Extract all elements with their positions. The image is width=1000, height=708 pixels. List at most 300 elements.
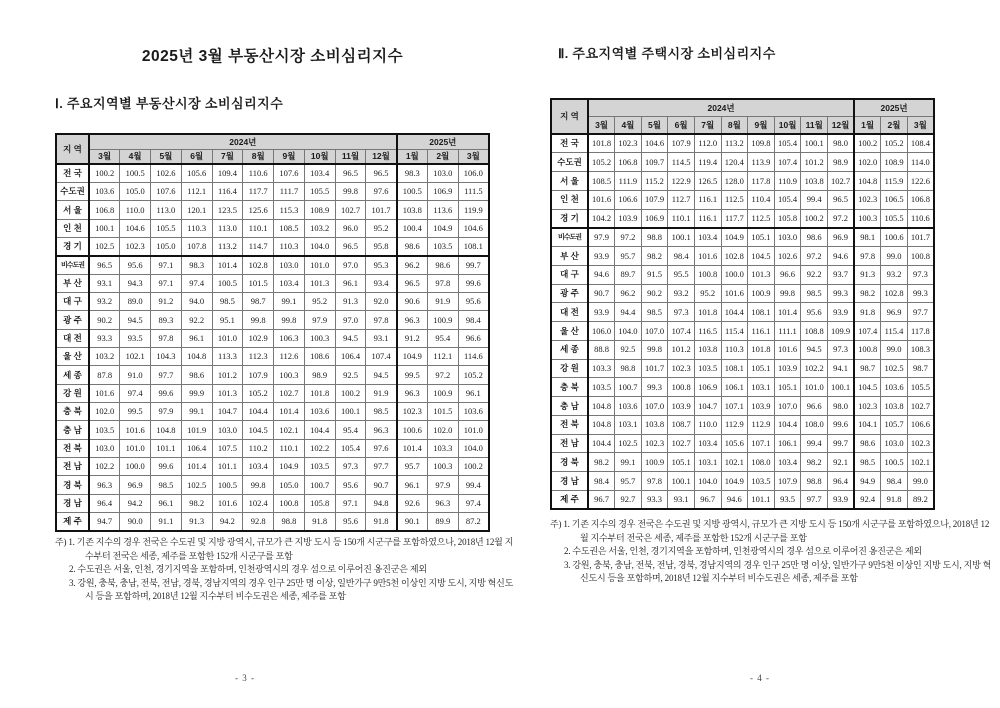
- value-cell: 113.6: [427, 201, 458, 219]
- value-cell: 90.6: [397, 292, 428, 310]
- value-cell: 108.5: [274, 219, 305, 237]
- value-cell: 92.4: [854, 490, 881, 509]
- value-cell: 109.7: [641, 153, 668, 172]
- value-cell: 122.9: [668, 172, 695, 191]
- table-row: [56, 513, 489, 531]
- value-cell: 90.7: [588, 284, 615, 303]
- value-cell: 104.0: [304, 237, 335, 255]
- value-cell: 107.1: [748, 434, 775, 453]
- value-cell: 104.6: [120, 219, 151, 237]
- table-row: [56, 458, 489, 476]
- value-cell: 103.4: [774, 453, 801, 472]
- value-cell: 101.6: [588, 190, 615, 209]
- value-cell: 101.6: [694, 247, 721, 266]
- value-cell: 96.1: [458, 384, 489, 402]
- value-cell: 102.7: [827, 172, 854, 191]
- value-cell: 104.8: [181, 347, 212, 365]
- value-cell: 98.8: [801, 472, 828, 491]
- year-2024-header: 2024년: [89, 134, 397, 149]
- region-label: 경 남: [551, 472, 588, 491]
- value-cell: 106.3: [274, 329, 305, 347]
- value-cell: 100.1: [668, 472, 695, 491]
- header-row: [551, 99, 934, 117]
- month-header: 12월: [366, 149, 397, 164]
- value-cell: 101.4: [181, 458, 212, 476]
- table-row: [551, 359, 934, 378]
- value-cell: 102.5: [881, 359, 908, 378]
- value-cell: 87.2: [458, 513, 489, 531]
- value-cell: 93.1: [366, 329, 397, 347]
- value-cell: 104.9: [721, 472, 748, 491]
- table-row: [56, 219, 489, 237]
- value-cell: 102.1: [120, 347, 151, 365]
- value-cell: 105.6: [181, 164, 212, 182]
- month-header: 4월: [120, 149, 151, 164]
- value-cell: 99.0: [907, 472, 934, 491]
- real-estate-sentiment-table: [55, 133, 490, 532]
- region-label: 충 남: [551, 397, 588, 416]
- value-cell: 110.3: [721, 340, 748, 359]
- table-body: [56, 164, 489, 531]
- table-row: [56, 201, 489, 219]
- value-cell: 107.4: [774, 153, 801, 172]
- value-cell: 93.5: [120, 329, 151, 347]
- footnote-line: 2. 수도권은 서울, 인천, 경기지역을 포함하며, 인천광역시의 경우 섬으로 이루어진 옹진군은 제외: [69, 564, 427, 574]
- value-cell: 101.0: [304, 256, 335, 274]
- month-header: 7월: [694, 117, 721, 135]
- value-cell: 105.2: [458, 366, 489, 384]
- value-cell: 98.3: [397, 164, 428, 182]
- month-header: 5월: [151, 149, 182, 164]
- value-cell: 103.3: [588, 359, 615, 378]
- value-cell: 98.4: [458, 311, 489, 329]
- value-cell: 100.1: [668, 228, 695, 247]
- value-cell: 112.5: [721, 190, 748, 209]
- table-row: [551, 340, 934, 359]
- value-cell: 98.5: [854, 453, 881, 472]
- value-cell: 102.7: [274, 384, 305, 402]
- table-row: [551, 472, 934, 491]
- value-cell: 93.7: [827, 265, 854, 284]
- region-label: 경 북: [551, 453, 588, 472]
- footnote-left: [55, 536, 515, 604]
- footnote-line: 2. 수도권은 서울, 인천, 경기지역을 포함하며, 인천광역시의 경우 섬으로 이루어진 옹진군은 제외: [564, 546, 922, 556]
- value-cell: 102.3: [641, 434, 668, 453]
- table-row: [56, 439, 489, 457]
- region-label: 대 구: [551, 265, 588, 284]
- value-cell: 94.5: [366, 366, 397, 384]
- value-cell: 94.6: [827, 247, 854, 266]
- value-cell: 89.2: [907, 490, 934, 509]
- value-cell: 101.6: [774, 340, 801, 359]
- region-label: 울 산: [56, 347, 89, 365]
- value-cell: 98.4: [881, 472, 908, 491]
- footnote-line: 주) 1. 기존 지수의 경우 전국은 수도권 및 지방 광역시, 규모가 큰 지방 도시 등 150개 시군구를 포함하였으나, 2018년 12월 지수부터 전국은 세종, 제주를 포함한 152개 시군구를 포함: [55, 537, 514, 561]
- value-cell: 107.9: [641, 190, 668, 209]
- value-cell: 101.4: [774, 303, 801, 322]
- value-cell: 101.8: [588, 134, 615, 153]
- region-label: 제 주: [56, 513, 89, 531]
- value-cell: 100.5: [120, 164, 151, 182]
- table-row: [551, 284, 934, 303]
- table-row: [56, 347, 489, 365]
- month-header: 7월: [212, 149, 243, 164]
- value-cell: 98.4: [588, 472, 615, 491]
- value-cell: 91.8: [854, 303, 881, 322]
- value-cell: 102.3: [615, 134, 642, 153]
- value-cell: 98.5: [366, 402, 397, 420]
- value-cell: 103.4: [243, 458, 274, 476]
- value-cell: 96.9: [881, 303, 908, 322]
- value-cell: 103.1: [694, 453, 721, 472]
- value-cell: 100.8: [907, 247, 934, 266]
- value-cell: 96.3: [397, 311, 428, 329]
- month-header: 2월: [881, 117, 908, 135]
- value-cell: 102.0: [854, 153, 881, 172]
- table-row: [56, 402, 489, 420]
- value-cell: 101.6: [721, 284, 748, 303]
- value-cell: 93.9: [588, 303, 615, 322]
- value-cell: 98.2: [641, 247, 668, 266]
- value-cell: 92.0: [366, 292, 397, 310]
- value-cell: 104.9: [721, 228, 748, 247]
- value-cell: 106.9: [694, 378, 721, 397]
- value-cell: 103.5: [89, 421, 120, 439]
- value-cell: 96.5: [335, 164, 366, 182]
- value-cell: 109.9: [827, 322, 854, 341]
- table-row: [56, 384, 489, 402]
- value-cell: 96.5: [335, 237, 366, 255]
- value-cell: 104.4: [304, 421, 335, 439]
- value-cell: 91.3: [854, 265, 881, 284]
- month-header: 6월: [668, 117, 695, 135]
- value-cell: 106.9: [427, 182, 458, 200]
- value-cell: 95.2: [304, 292, 335, 310]
- table-row: [56, 421, 489, 439]
- value-cell: 96.5: [397, 274, 428, 292]
- value-cell: 116.4: [212, 182, 243, 200]
- value-cell: 99.4: [801, 190, 828, 209]
- value-cell: 91.2: [151, 292, 182, 310]
- value-cell: 98.7: [243, 292, 274, 310]
- month-header: 8월: [243, 149, 274, 164]
- value-cell: 101.1: [748, 490, 775, 509]
- value-cell: 105.2: [243, 384, 274, 402]
- value-cell: 92.6: [397, 494, 428, 512]
- value-cell: 123.5: [212, 201, 243, 219]
- value-cell: 100.9: [427, 311, 458, 329]
- value-cell: 105.0: [151, 237, 182, 255]
- value-cell: 100.7: [304, 476, 335, 494]
- table-row: [551, 378, 934, 397]
- value-cell: 98.0: [827, 397, 854, 416]
- value-cell: 99.3: [641, 378, 668, 397]
- value-cell: 95.7: [397, 458, 428, 476]
- value-cell: 110.9: [774, 172, 801, 191]
- value-cell: 98.2: [854, 284, 881, 303]
- value-cell: 100.2: [335, 384, 366, 402]
- value-cell: 102.3: [397, 402, 428, 420]
- value-cell: 99.6: [151, 384, 182, 402]
- value-cell: 110.0: [694, 415, 721, 434]
- value-cell: 110.1: [274, 439, 305, 457]
- value-cell: 102.7: [907, 397, 934, 416]
- region-label: 경 기: [56, 237, 89, 255]
- value-cell: 97.2: [427, 366, 458, 384]
- value-cell: 105.4: [335, 439, 366, 457]
- value-cell: 104.9: [397, 347, 428, 365]
- table-row: [56, 494, 489, 512]
- value-cell: 111.9: [615, 172, 642, 191]
- value-cell: 104.4: [243, 402, 274, 420]
- value-cell: 91.9: [366, 384, 397, 402]
- value-cell: 100.2: [801, 209, 828, 228]
- value-cell: 103.6: [615, 397, 642, 416]
- value-cell: 97.6: [366, 439, 397, 457]
- month-header: 10월: [774, 117, 801, 135]
- year-2025-header: 2025년: [854, 99, 934, 117]
- region-label: 제 주: [551, 490, 588, 509]
- value-cell: 101.6: [89, 384, 120, 402]
- value-cell: 114.5: [668, 153, 695, 172]
- value-cell: 96.4: [827, 472, 854, 491]
- value-cell: 106.4: [181, 439, 212, 457]
- value-cell: 98.9: [304, 366, 335, 384]
- value-cell: 99.1: [181, 402, 212, 420]
- value-cell: 96.7: [694, 490, 721, 509]
- table-row: [551, 247, 934, 266]
- value-cell: 91.1: [151, 513, 182, 531]
- value-cell: 101.0: [458, 421, 489, 439]
- table-header: [551, 99, 934, 134]
- value-cell: 106.0: [588, 322, 615, 341]
- value-cell: 96.6: [774, 265, 801, 284]
- value-cell: 107.4: [668, 322, 695, 341]
- value-cell: 96.3: [397, 384, 428, 402]
- value-cell: 114.7: [243, 237, 274, 255]
- value-cell: 97.8: [854, 247, 881, 266]
- value-cell: 96.3: [427, 494, 458, 512]
- table-row: [551, 172, 934, 191]
- value-cell: 98.2: [801, 453, 828, 472]
- value-cell: 87.8: [89, 366, 120, 384]
- value-cell: 106.5: [881, 190, 908, 209]
- value-cell: 103.6: [304, 402, 335, 420]
- value-cell: 108.6: [304, 347, 335, 365]
- region-label: 서 울: [56, 201, 89, 219]
- value-cell: 105.5: [151, 219, 182, 237]
- value-cell: 103.2: [89, 347, 120, 365]
- value-cell: 102.3: [854, 397, 881, 416]
- value-cell: 101.3: [304, 274, 335, 292]
- footnote-line: 주) 1. 기존 지수의 경우 전국은 수도권 및 지방 광역시, 규모가 큰 지방 도시 등 150개 시군구를 포함하였으나, 2018년 12월 지수부터 전국은 세종, 제주를 포함한 152개 시군구를 포함: [550, 519, 990, 543]
- value-cell: 115.3: [274, 201, 305, 219]
- value-cell: 103.5: [427, 237, 458, 255]
- value-cell: 92.8: [243, 513, 274, 531]
- table-header: [56, 134, 489, 164]
- region-label: 부 산: [551, 247, 588, 266]
- value-cell: 107.9: [668, 134, 695, 153]
- value-cell: 102.4: [243, 494, 274, 512]
- value-cell: 97.9: [304, 311, 335, 329]
- value-cell: 99.8: [243, 476, 274, 494]
- header-row: [56, 134, 489, 149]
- value-cell: 104.3: [151, 347, 182, 365]
- value-cell: 98.2: [588, 453, 615, 472]
- value-cell: 101.7: [907, 228, 934, 247]
- value-cell: 95.6: [335, 513, 366, 531]
- value-cell: 103.5: [748, 472, 775, 491]
- value-cell: 112.9: [721, 415, 748, 434]
- value-cell: 110.1: [668, 209, 695, 228]
- value-cell: 93.1: [668, 490, 695, 509]
- value-cell: 103.8: [801, 172, 828, 191]
- value-cell: 96.1: [151, 494, 182, 512]
- value-cell: 104.5: [854, 378, 881, 397]
- value-cell: 97.2: [615, 228, 642, 247]
- value-cell: 98.6: [181, 366, 212, 384]
- value-cell: 106.4: [335, 347, 366, 365]
- value-cell: 99.6: [827, 415, 854, 434]
- region-label: 인 천: [56, 219, 89, 237]
- value-cell: 103.8: [397, 201, 428, 219]
- value-cell: 107.5: [212, 439, 243, 457]
- value-cell: 92.2: [181, 311, 212, 329]
- value-cell: 97.2: [827, 209, 854, 228]
- value-cell: 95.4: [427, 329, 458, 347]
- value-cell: 100.1: [335, 402, 366, 420]
- section-title-left: Ⅰ. 주요지역별 부동산시장 소비심리지수: [55, 96, 284, 111]
- value-cell: 107.6: [274, 164, 305, 182]
- value-cell: 96.2: [615, 284, 642, 303]
- value-cell: 103.6: [881, 378, 908, 397]
- value-cell: 97.7: [801, 490, 828, 509]
- value-cell: 108.1: [721, 359, 748, 378]
- value-cell: 110.3: [181, 219, 212, 237]
- region-label: 강 원: [56, 384, 89, 402]
- value-cell: 98.1: [854, 228, 881, 247]
- region-label: 부 산: [56, 274, 89, 292]
- table-row: [551, 228, 934, 247]
- region-label: 대 구: [56, 292, 89, 310]
- table-row: [551, 153, 934, 172]
- value-cell: 94.5: [120, 311, 151, 329]
- value-cell: 96.4: [89, 494, 120, 512]
- value-cell: 104.0: [615, 322, 642, 341]
- value-cell: 88.8: [588, 340, 615, 359]
- value-cell: 102.7: [335, 201, 366, 219]
- value-cell: 97.8: [641, 472, 668, 491]
- value-cell: 113.9: [748, 153, 775, 172]
- value-cell: 110.1: [243, 219, 274, 237]
- value-cell: 97.3: [827, 340, 854, 359]
- value-cell: 105.8: [774, 209, 801, 228]
- table-row: [551, 453, 934, 472]
- value-cell: 103.0: [881, 434, 908, 453]
- value-cell: 96.3: [89, 476, 120, 494]
- value-cell: 103.4: [694, 434, 721, 453]
- table-row: [56, 366, 489, 384]
- value-cell: 107.4: [854, 322, 881, 341]
- value-cell: 98.6: [801, 228, 828, 247]
- value-cell: 111.5: [458, 182, 489, 200]
- value-cell: 119.9: [458, 201, 489, 219]
- value-cell: 102.5: [181, 476, 212, 494]
- table-row: [551, 303, 934, 322]
- value-cell: 103.9: [668, 397, 695, 416]
- table-row: [551, 134, 934, 153]
- table-row: [551, 322, 934, 341]
- value-cell: 102.6: [774, 247, 801, 266]
- value-cell: 107.9: [243, 366, 274, 384]
- table-row: [56, 292, 489, 310]
- value-cell: 105.1: [668, 453, 695, 472]
- value-cell: 102.3: [907, 434, 934, 453]
- value-cell: 100.2: [854, 134, 881, 153]
- value-cell: 100.5: [397, 182, 428, 200]
- value-cell: 95.5: [668, 265, 695, 284]
- value-cell: 103.9: [748, 397, 775, 416]
- value-cell: 104.6: [641, 134, 668, 153]
- value-cell: 98.6: [397, 237, 428, 255]
- value-cell: 104.8: [854, 172, 881, 191]
- value-cell: 104.8: [588, 397, 615, 416]
- month-header: 3월: [588, 117, 615, 135]
- value-cell: 117.8: [748, 172, 775, 191]
- value-cell: 105.1: [774, 378, 801, 397]
- value-cell: 106.8: [615, 153, 642, 172]
- page-right: [550, 0, 992, 708]
- value-cell: 93.1: [89, 274, 120, 292]
- value-cell: 90.2: [641, 284, 668, 303]
- value-cell: 91.8: [304, 513, 335, 531]
- value-cell: 105.5: [304, 182, 335, 200]
- value-cell: 105.2: [588, 153, 615, 172]
- value-cell: 116.1: [748, 322, 775, 341]
- value-cell: 103.4: [694, 228, 721, 247]
- value-cell: 101.0: [120, 439, 151, 457]
- value-cell: 101.7: [366, 201, 397, 219]
- value-cell: 98.8: [274, 513, 305, 531]
- month-header: 5월: [641, 117, 668, 135]
- value-cell: 108.8: [801, 322, 828, 341]
- value-cell: 111.1: [774, 322, 801, 341]
- value-cell: 100.9: [641, 453, 668, 472]
- value-cell: 100.1: [89, 219, 120, 237]
- value-cell: 101.4: [212, 256, 243, 274]
- value-cell: 99.3: [827, 284, 854, 303]
- value-cell: 97.4: [181, 274, 212, 292]
- value-cell: 108.7: [668, 415, 695, 434]
- table-row: [551, 397, 934, 416]
- value-cell: 98.5: [801, 284, 828, 303]
- value-cell: 102.5: [89, 237, 120, 255]
- region-label: 광 주: [551, 284, 588, 303]
- region-label: 전 북: [56, 439, 89, 457]
- value-cell: 103.8: [641, 415, 668, 434]
- value-cell: 98.8: [615, 359, 642, 378]
- value-cell: 97.0: [335, 311, 366, 329]
- region-label: 전 국: [56, 164, 89, 182]
- value-cell: 126.5: [694, 172, 721, 191]
- value-cell: 97.1: [151, 256, 182, 274]
- table-row: [551, 490, 934, 509]
- value-cell: 95.6: [120, 256, 151, 274]
- value-cell: 97.0: [335, 256, 366, 274]
- month-header: 3월: [458, 149, 489, 164]
- region-col-header: 지 역: [56, 134, 89, 164]
- value-cell: 105.1: [748, 228, 775, 247]
